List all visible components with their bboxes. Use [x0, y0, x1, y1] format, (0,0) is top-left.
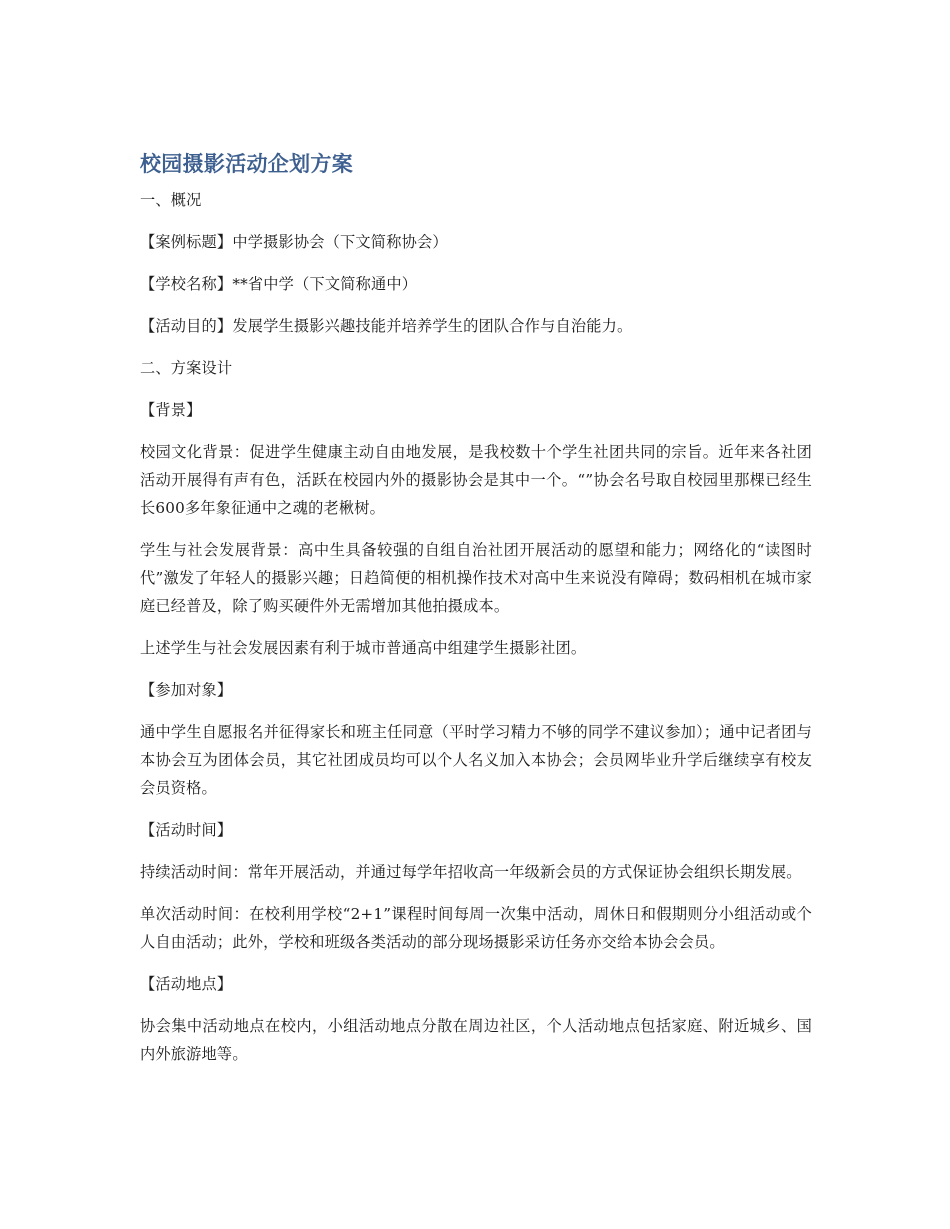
subheading-participants: 【参加对象】 — [140, 681, 233, 699]
subheading-background: 【背景】 — [140, 401, 202, 419]
social-background-paragraph: 学生与社会发展背景：高中生具备较强的自组自治社团开展活动的愿望和能力；网络化的“读图时代”激发了年轻人的摄影兴趣；日趋简便的相机操作技术对高中生来说没有障碍；数码相机在城市家庭已经普及，除了购买硬件外无需增加其他拍摄成本。 — [140, 541, 812, 615]
summary-paragraph: 上述学生与社会发展因素有利于城市普通高中组建学生摄影社团。 — [140, 639, 587, 657]
document-title: 校园摄影活动企划方案 — [140, 152, 353, 176]
document-body — [140, 148, 812, 1082]
section-heading-design: 二、方案设计 — [140, 359, 233, 377]
case-title-line: 【案例标题】中学摄影协会（下文简称协会） — [140, 233, 448, 251]
school-name-line: 【学校名称】**省中学（下文简称通中） — [140, 275, 418, 293]
subheading-activity-location: 【活动地点】 — [140, 975, 233, 993]
location-paragraph: 协会集中活动地点在校内，小组活动地点分散在周边社区，个人活动地点包括家庭、附近城乡、国内外旅游地等。 — [140, 1017, 812, 1063]
participants-paragraph: 通中学生自愿报名并征得家长和班主任同意（平时学习精力不够的同学不建议参加）；通中记者团与本协会互为团体会员，其它社团成员均可以个人名义加入本协会；会员网毕业升学后继续享有校友会员资格。 — [140, 723, 812, 797]
campus-culture-paragraph: 校园文化背景：促进学生健康主动自由地发展，是我校数十个学生社团共同的宗旨。近年来各社团活动开展得有声有色，活跃在校园内外的摄影协会是其中一个。“”协会名号取自校园里那棵已经生长600多年象征通中之魂的老楸树。 — [140, 443, 812, 517]
section-heading-overview: 一、概况 — [140, 191, 202, 209]
continuous-time-paragraph: 持续活动时间：常年开展活动，并通过每学年招收高一年级新会员的方式保证协会组织长期发展。 — [140, 863, 802, 881]
single-time-paragraph: 单次活动时间：在校利用学校“2+1”课程时间每周一次集中活动，周休日和假期则分小组活动或个人自由活动；此外，学校和班级各类活动的部分现场摄影采访任务亦交给本协会会员。 — [140, 905, 812, 951]
subheading-activity-time: 【活动时间】 — [140, 821, 233, 839]
activity-purpose-line: 【活动目的】发展学生摄影兴趣技能并培养学生的团队合作与自治能力。 — [140, 317, 633, 335]
